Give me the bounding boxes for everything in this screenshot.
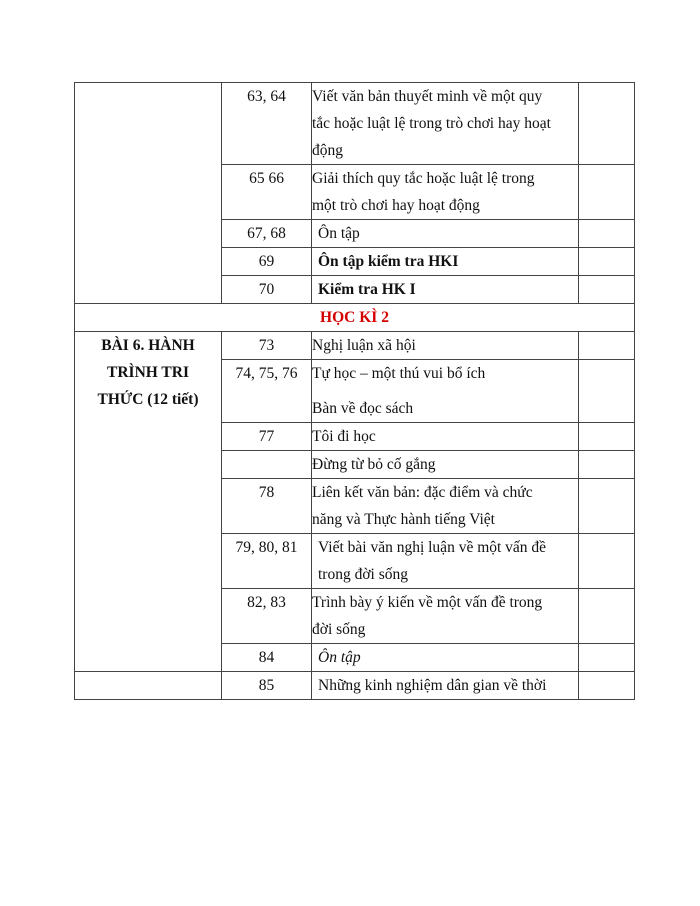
period-number: 69 xyxy=(222,248,312,276)
period-number: 74, 75, 76 xyxy=(222,360,312,423)
content-line: Ôn tập xyxy=(318,225,360,242)
lesson-content xyxy=(312,672,579,700)
content-line: Ôn tập xyxy=(318,649,361,666)
notes-cell xyxy=(579,672,635,700)
content-line: Những kinh nghiệm dân gian về thời xyxy=(318,677,547,694)
content-line: Bàn về đọc sách xyxy=(312,400,414,417)
notes-cell xyxy=(579,248,635,276)
content-line: năng và Thực hành tiếng Việt xyxy=(312,511,495,528)
lesson-plan-table xyxy=(74,82,635,700)
lesson-content xyxy=(312,83,579,165)
unit-title-line: BÀI 6. HÀNH xyxy=(101,337,195,354)
content-line: Viết văn bản thuyết minh về một quy xyxy=(312,88,543,105)
period-number: 85 xyxy=(222,672,312,700)
content-line: một trò chơi hay hoạt động xyxy=(312,197,480,214)
content-line: Viết bài văn nghị luận về một vấn đề xyxy=(318,539,547,556)
document-page xyxy=(74,82,634,700)
content-line: đời sống xyxy=(312,621,366,638)
unit-cell-empty xyxy=(75,672,222,700)
lesson-content xyxy=(312,276,579,304)
content-line: tắc hoặc luật lệ trong trò chơi hay hoạt xyxy=(312,115,551,132)
lesson-content xyxy=(312,220,579,248)
lesson-content xyxy=(312,534,579,589)
unit-title-line: TRÌNH TRI xyxy=(107,364,189,381)
content-line: Liên kết văn bản: đặc điểm và chức xyxy=(312,484,533,501)
content-line: động xyxy=(312,142,343,159)
period-number: 63, 64 xyxy=(222,83,312,165)
period-number: 84 xyxy=(222,644,312,672)
notes-cell xyxy=(579,220,635,248)
lesson-content xyxy=(312,165,579,220)
content-line: trong đời sống xyxy=(318,566,409,583)
unit-title-cell xyxy=(75,332,222,672)
notes-cell xyxy=(579,332,635,360)
notes-cell xyxy=(579,83,635,165)
notes-cell xyxy=(579,644,635,672)
content-line: Kiểm tra HK I xyxy=(318,281,416,298)
content-line: Tôi đi học xyxy=(312,428,376,445)
notes-cell xyxy=(579,589,635,644)
content-line: Tự học – một thú vui bổ ích xyxy=(312,365,486,382)
period-number: 65 66 xyxy=(222,165,312,220)
notes-cell xyxy=(579,423,635,451)
notes-cell xyxy=(579,165,635,220)
period-number: 79, 80, 81 xyxy=(222,534,312,589)
notes-cell xyxy=(579,534,635,589)
table-row xyxy=(75,672,635,700)
lesson-content xyxy=(312,360,579,423)
semester-heading: HỌC KÌ 2 xyxy=(75,304,635,332)
notes-cell xyxy=(579,479,635,534)
content-line: Trình bày ý kiến về một vấn đề trong xyxy=(312,594,543,611)
period-number: 82, 83 xyxy=(222,589,312,644)
content-line: Đừng từ bỏ cố gắng xyxy=(312,456,436,473)
table-row xyxy=(75,83,635,165)
notes-cell xyxy=(579,276,635,304)
content-line: Ôn tập kiểm tra HKI xyxy=(318,253,459,270)
content-line: Giải thích quy tắc hoặc luật lệ trong xyxy=(312,170,535,187)
unit-cell-empty xyxy=(75,83,222,304)
table-row xyxy=(75,332,635,360)
lesson-content xyxy=(312,479,579,534)
period-number: 70 xyxy=(222,276,312,304)
period-number: 77 xyxy=(222,423,312,451)
semester-row xyxy=(75,304,635,332)
unit-title-line: THỨC (12 tiết) xyxy=(97,391,199,408)
lesson-content xyxy=(312,451,579,479)
lesson-content xyxy=(312,332,579,360)
period-number: 73 xyxy=(222,332,312,360)
period-number: 78 xyxy=(222,479,312,534)
lesson-content xyxy=(312,423,579,451)
period-number xyxy=(222,451,312,479)
period-number: 67, 68 xyxy=(222,220,312,248)
lesson-content xyxy=(312,248,579,276)
content-line: Nghị luận xã hội xyxy=(312,337,416,354)
notes-cell xyxy=(579,360,635,423)
lesson-content xyxy=(312,644,579,672)
notes-cell xyxy=(579,451,635,479)
lesson-content xyxy=(312,589,579,644)
